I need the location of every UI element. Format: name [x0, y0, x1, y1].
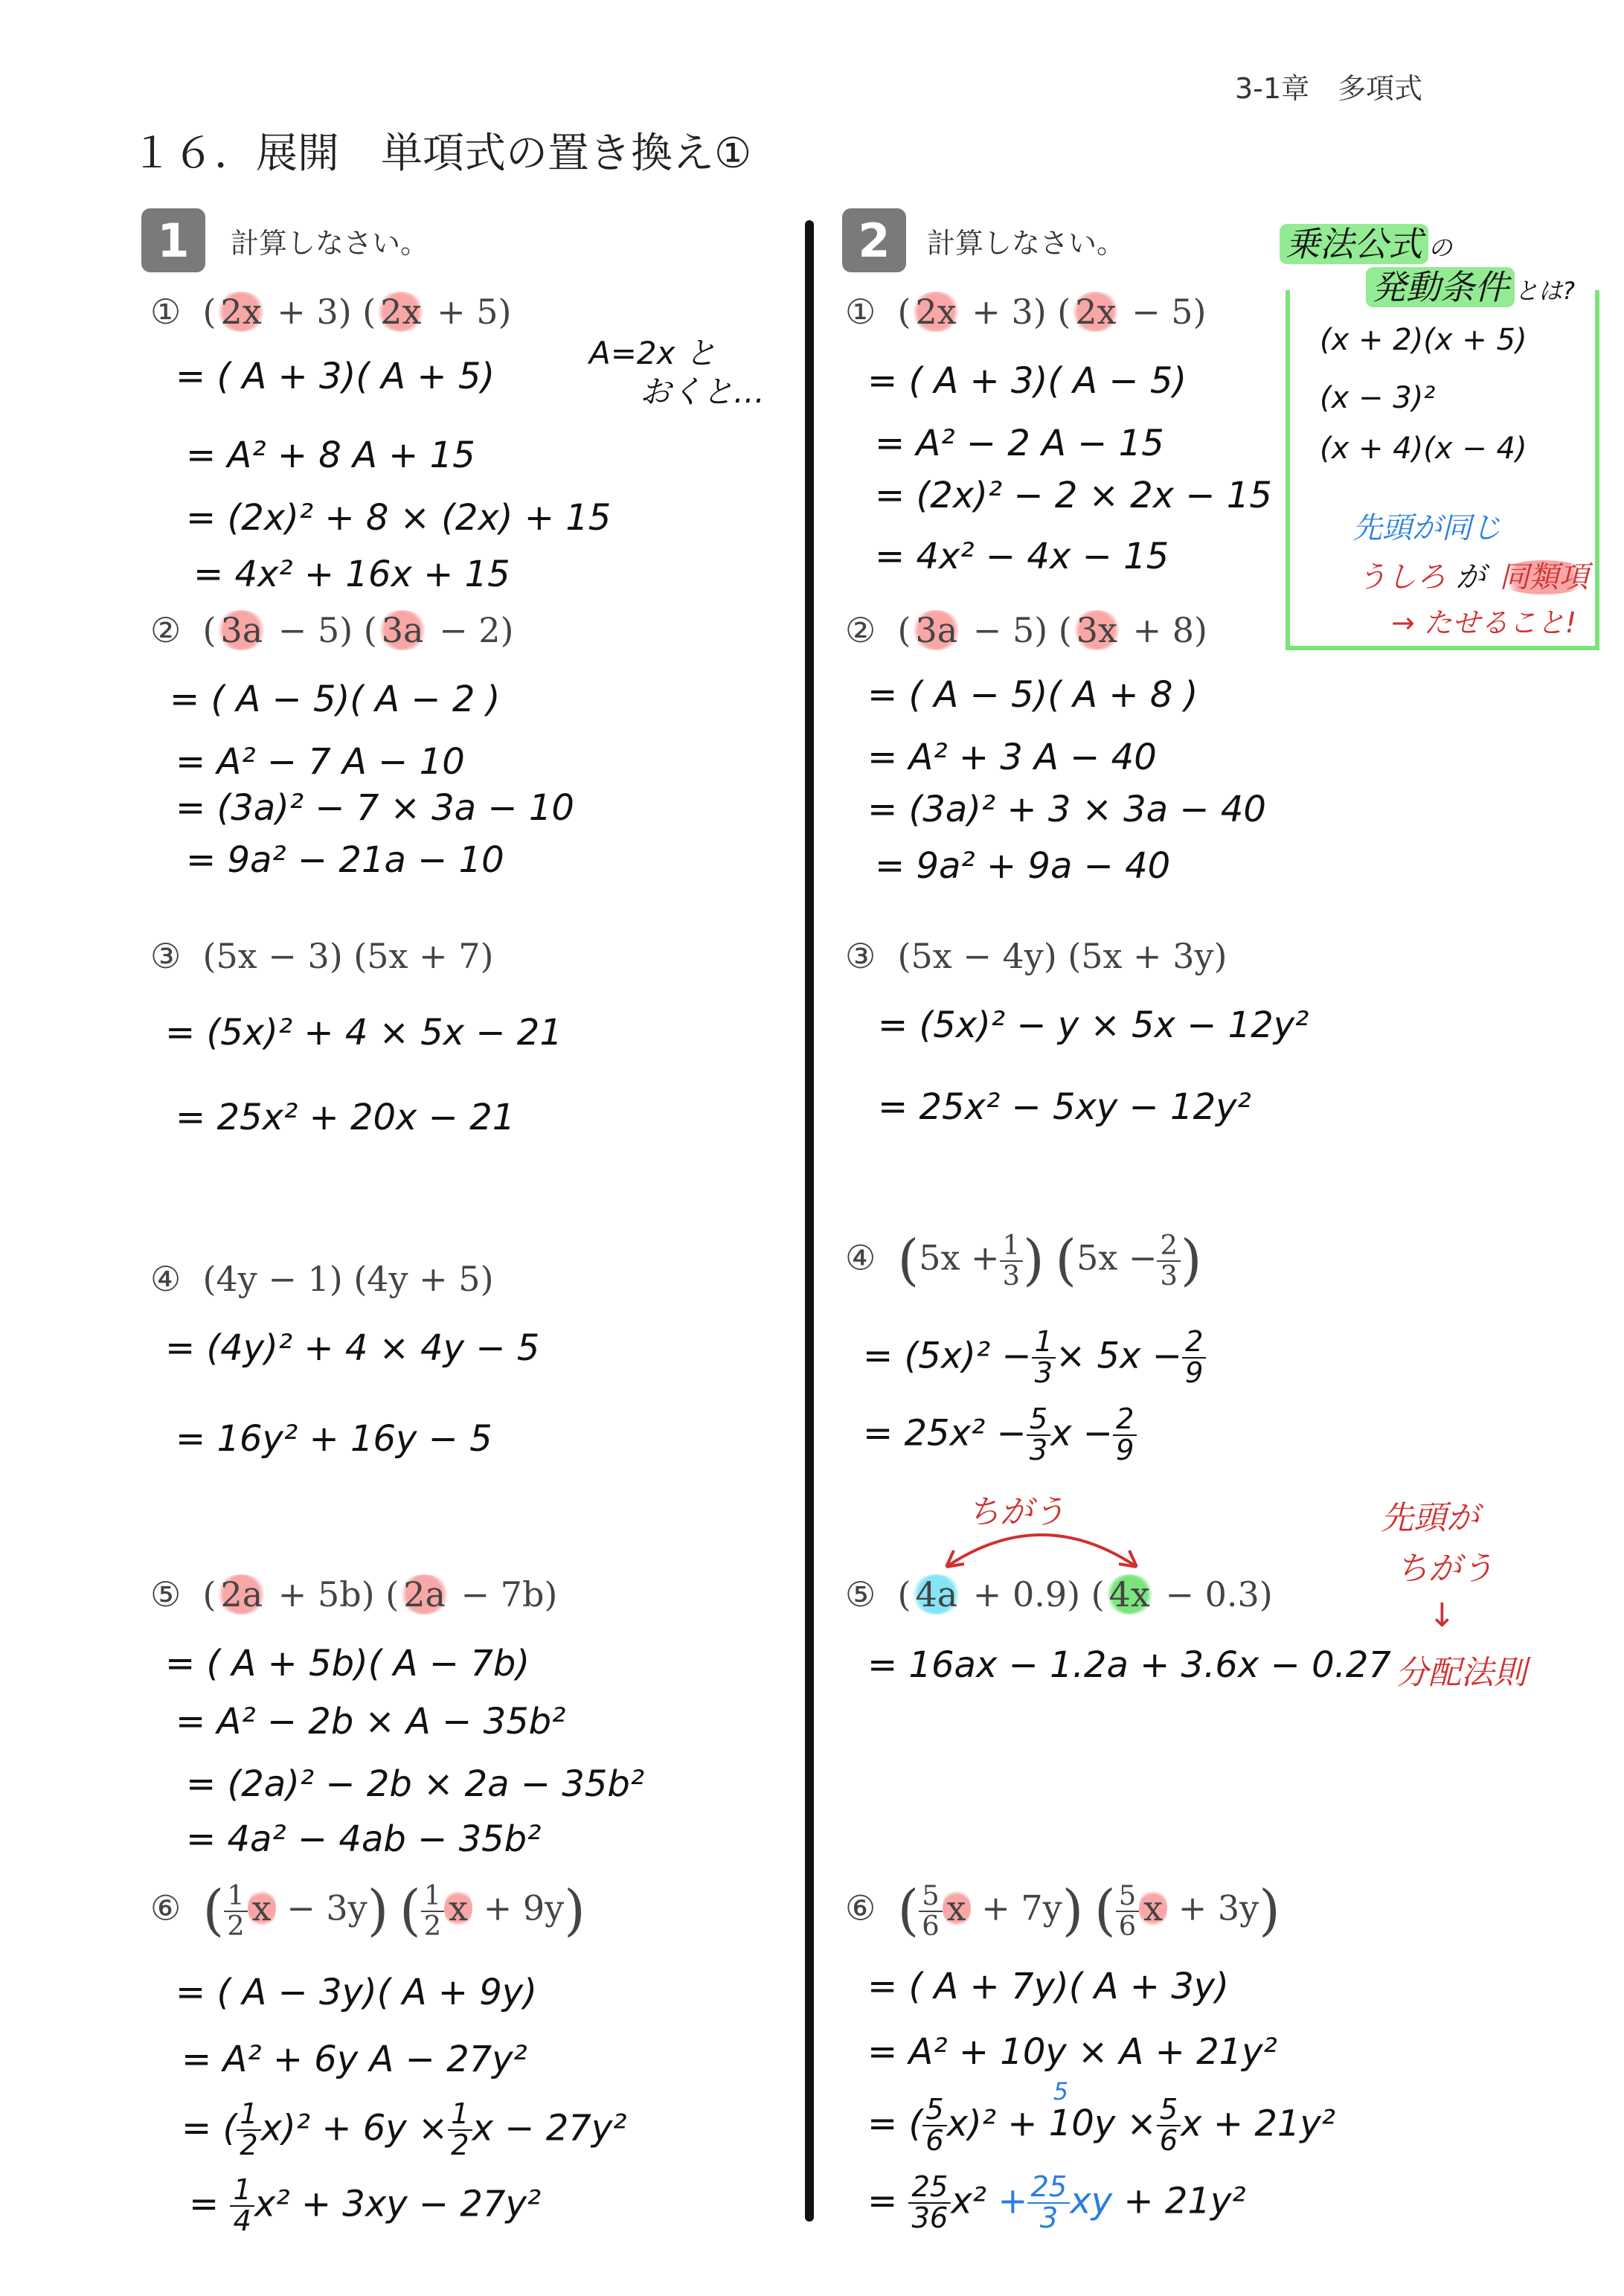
- note-bunpai-housoku: 分配法則: [1396, 1654, 1527, 1692]
- section-badge-1: 1: [141, 208, 205, 272]
- problem-1-6: ⑥ ( $\frac{1}{2}$ x − 3y) ( $\frac{1}{2}$ x + 9y): [150, 1879, 585, 1943]
- work-1-2-line2: = A² − 7 A − 10: [176, 741, 465, 783]
- work-1-1-line4: = 4x² + 16x + 15: [193, 554, 510, 595]
- work-2-6-line4: = $\frac{25}{36}$ x² + $\frac{25}{3}$ xy + 21y²: [867, 2170, 1246, 2236]
- work-1-5-line3: = (2a)² − 2b × 2a − 35b²: [186, 1763, 645, 1805]
- problem-2-3: ③ (5x − 4y) (5x + 3y): [845, 936, 1227, 976]
- work-1-6-line1: = ( A − 3y)( A + 9y): [176, 1972, 537, 2013]
- curved-double-arrow: [937, 1518, 1146, 1577]
- problem-1-2: ② ( 3a − 5) ( 3a − 2): [150, 610, 514, 650]
- sidebar-example-3: (x + 4)(x − 4): [1320, 432, 1527, 466]
- work-1-4-line1: = (4y)² + 4 × 4y − 5: [165, 1327, 540, 1369]
- work-1-2-line3: = (3a)² − 7 × 3a − 10: [176, 787, 574, 829]
- column-divider: [805, 220, 814, 2222]
- work-1-3-line2: = 25x² + 20x − 21: [176, 1097, 516, 1138]
- work-2-1-line1: = ( A + 3)( A − 5): [867, 360, 1187, 402]
- sidebar-line-3: → たせること!: [1391, 606, 1577, 639]
- note-substitute: おくと…: [640, 373, 766, 410]
- section-instruction-2: 計算しなさい。: [927, 227, 1126, 260]
- work-1-4-line2: = 16y² + 16y − 5: [176, 1418, 492, 1460]
- problem-1-1: ① ( 2x + 3) ( 2x + 5): [150, 292, 512, 332]
- work-2-1-line3: = (2x)² − 2 × 2x − 15: [875, 475, 1272, 516]
- problem-1-5: ⑤ ( 2a + 5b) ( 2a − 7b): [150, 1574, 558, 1614]
- work-2-1-line2: = A² − 2 A − 15: [875, 423, 1164, 464]
- work-2-2-line3: = (3a)² + 3 × 3a − 40: [867, 789, 1266, 830]
- sidebar-line-2: うしろ が 同類項: [1357, 554, 1593, 596]
- note-chigau: ちがう: [967, 1493, 1065, 1531]
- work-1-6-line4: = $\frac{1}{4}$ x² + 3xy − 27y²: [189, 2173, 542, 2239]
- sidebar-example-1: (x + 2)(x + 5): [1320, 323, 1527, 357]
- work-1-2-line1: = ( A − 5)( A − 2 ): [170, 679, 501, 720]
- section-instruction-1: 計算しなさい。: [231, 227, 429, 260]
- work-2-6-line3: = ( $\frac{5}{6}$ x)² + 10 5 y × $\frac{5}{6}$ x + 21y²: [867, 2077, 1336, 2158]
- work-2-4-line1: = (5x)² − $\frac{1}{3}$ × 5x − $\frac{2}{9}$: [863, 1327, 1206, 1389]
- chapter-label: 3-1章 多項式: [1235, 72, 1423, 105]
- note-a-equals-2x: A=2x と: [589, 335, 716, 371]
- work-1-6-line3: = ( $\frac{1}{2}$ x)² + 6y × $\frac{1}{2}$ x − 27y²: [182, 2097, 627, 2163]
- sidebar-title: 乗法公式 の: [1280, 217, 1452, 266]
- problem-1-4: ④ (4y − 1) (4y + 5): [150, 1259, 494, 1299]
- problem-2-1: ① ( 2x + 3) ( 2x − 5): [845, 292, 1207, 332]
- work-2-4-line2: = 25x² − $\frac{5}{3}$ x − $\frac{2}{9}$: [863, 1405, 1137, 1466]
- sidebar-subtitle: 発動条件 とは?: [1366, 260, 1575, 310]
- problem-1-3: ③ (5x − 3) (5x + 7): [150, 936, 494, 976]
- problem-2-4: ④ (5x + $\frac{1}{3}$ ) (5x − $\frac{2}{3}$ ): [845, 1228, 1202, 1292]
- work-2-2-line2: = A² + 3 A − 40: [867, 737, 1157, 778]
- work-1-2-line4: = 9a² − 21a − 10: [186, 839, 504, 881]
- sidebar-example-2: (x − 3)²: [1320, 381, 1436, 415]
- work-1-6-line2: = A² + 6y A − 27y²: [182, 2039, 527, 2080]
- work-2-6-line2: = A² + 10y × A + 21y²: [867, 2031, 1277, 2073]
- section-badge-2: 2: [842, 208, 906, 272]
- work-2-2-line4: = 9a² + 9a − 40: [875, 845, 1171, 887]
- work-1-5-line2: = A² − 2b × A − 35b²: [176, 1701, 566, 1742]
- work-1-1-line3: = (2x)² + 8 × (2x) + 15: [186, 497, 612, 539]
- problem-2-5: ⑤ ( 4a + 0.9) ( 4x − 0.3): [845, 1574, 1273, 1614]
- note-chigau-2: ちがう: [1396, 1550, 1494, 1588]
- work-2-1-line4: = 4x² − 4x − 15: [875, 536, 1169, 577]
- problem-2-6: ⑥ ( $\frac{5}{6}$ x + 7y) ( $\frac{5}{6}$ x + 3y): [845, 1879, 1280, 1943]
- work-1-1-line2: = A² + 8 A + 15: [186, 434, 475, 476]
- work-2-3-line1: = (5x)² − y × 5x − 12y²: [878, 1004, 1309, 1046]
- sidebar-line-1: 先頭が同じ: [1352, 511, 1501, 545]
- work-2-5-line1: = 16ax − 1.2a + 3.6x − 0.27: [867, 1644, 1391, 1686]
- work-1-5-line1: = ( A + 5b)( A − 7b): [165, 1643, 530, 1684]
- page-title: １６．展開 単項式の置き換え①: [131, 129, 752, 178]
- work-1-3-line1: = (5x)² + 4 × 5x − 21: [165, 1012, 562, 1054]
- work-2-3-line2: = 25x² − 5xy − 12y²: [878, 1086, 1251, 1128]
- work-1-5-line4: = 4a² − 4ab − 35b²: [186, 1818, 542, 1860]
- problem-2-2: ② ( 3a − 5) ( 3x + 8): [845, 610, 1207, 650]
- down-arrow-icon: ↓: [1428, 1597, 1456, 1635]
- work-2-6-line1: = ( A + 7y)( A + 3y): [867, 1966, 1229, 2007]
- work-1-1-line1: = ( A + 3)( A + 5): [176, 356, 495, 397]
- work-2-2-line1: = ( A − 5)( A + 8 ): [867, 674, 1198, 716]
- note-sentou-ga: 先頭が: [1381, 1499, 1479, 1537]
